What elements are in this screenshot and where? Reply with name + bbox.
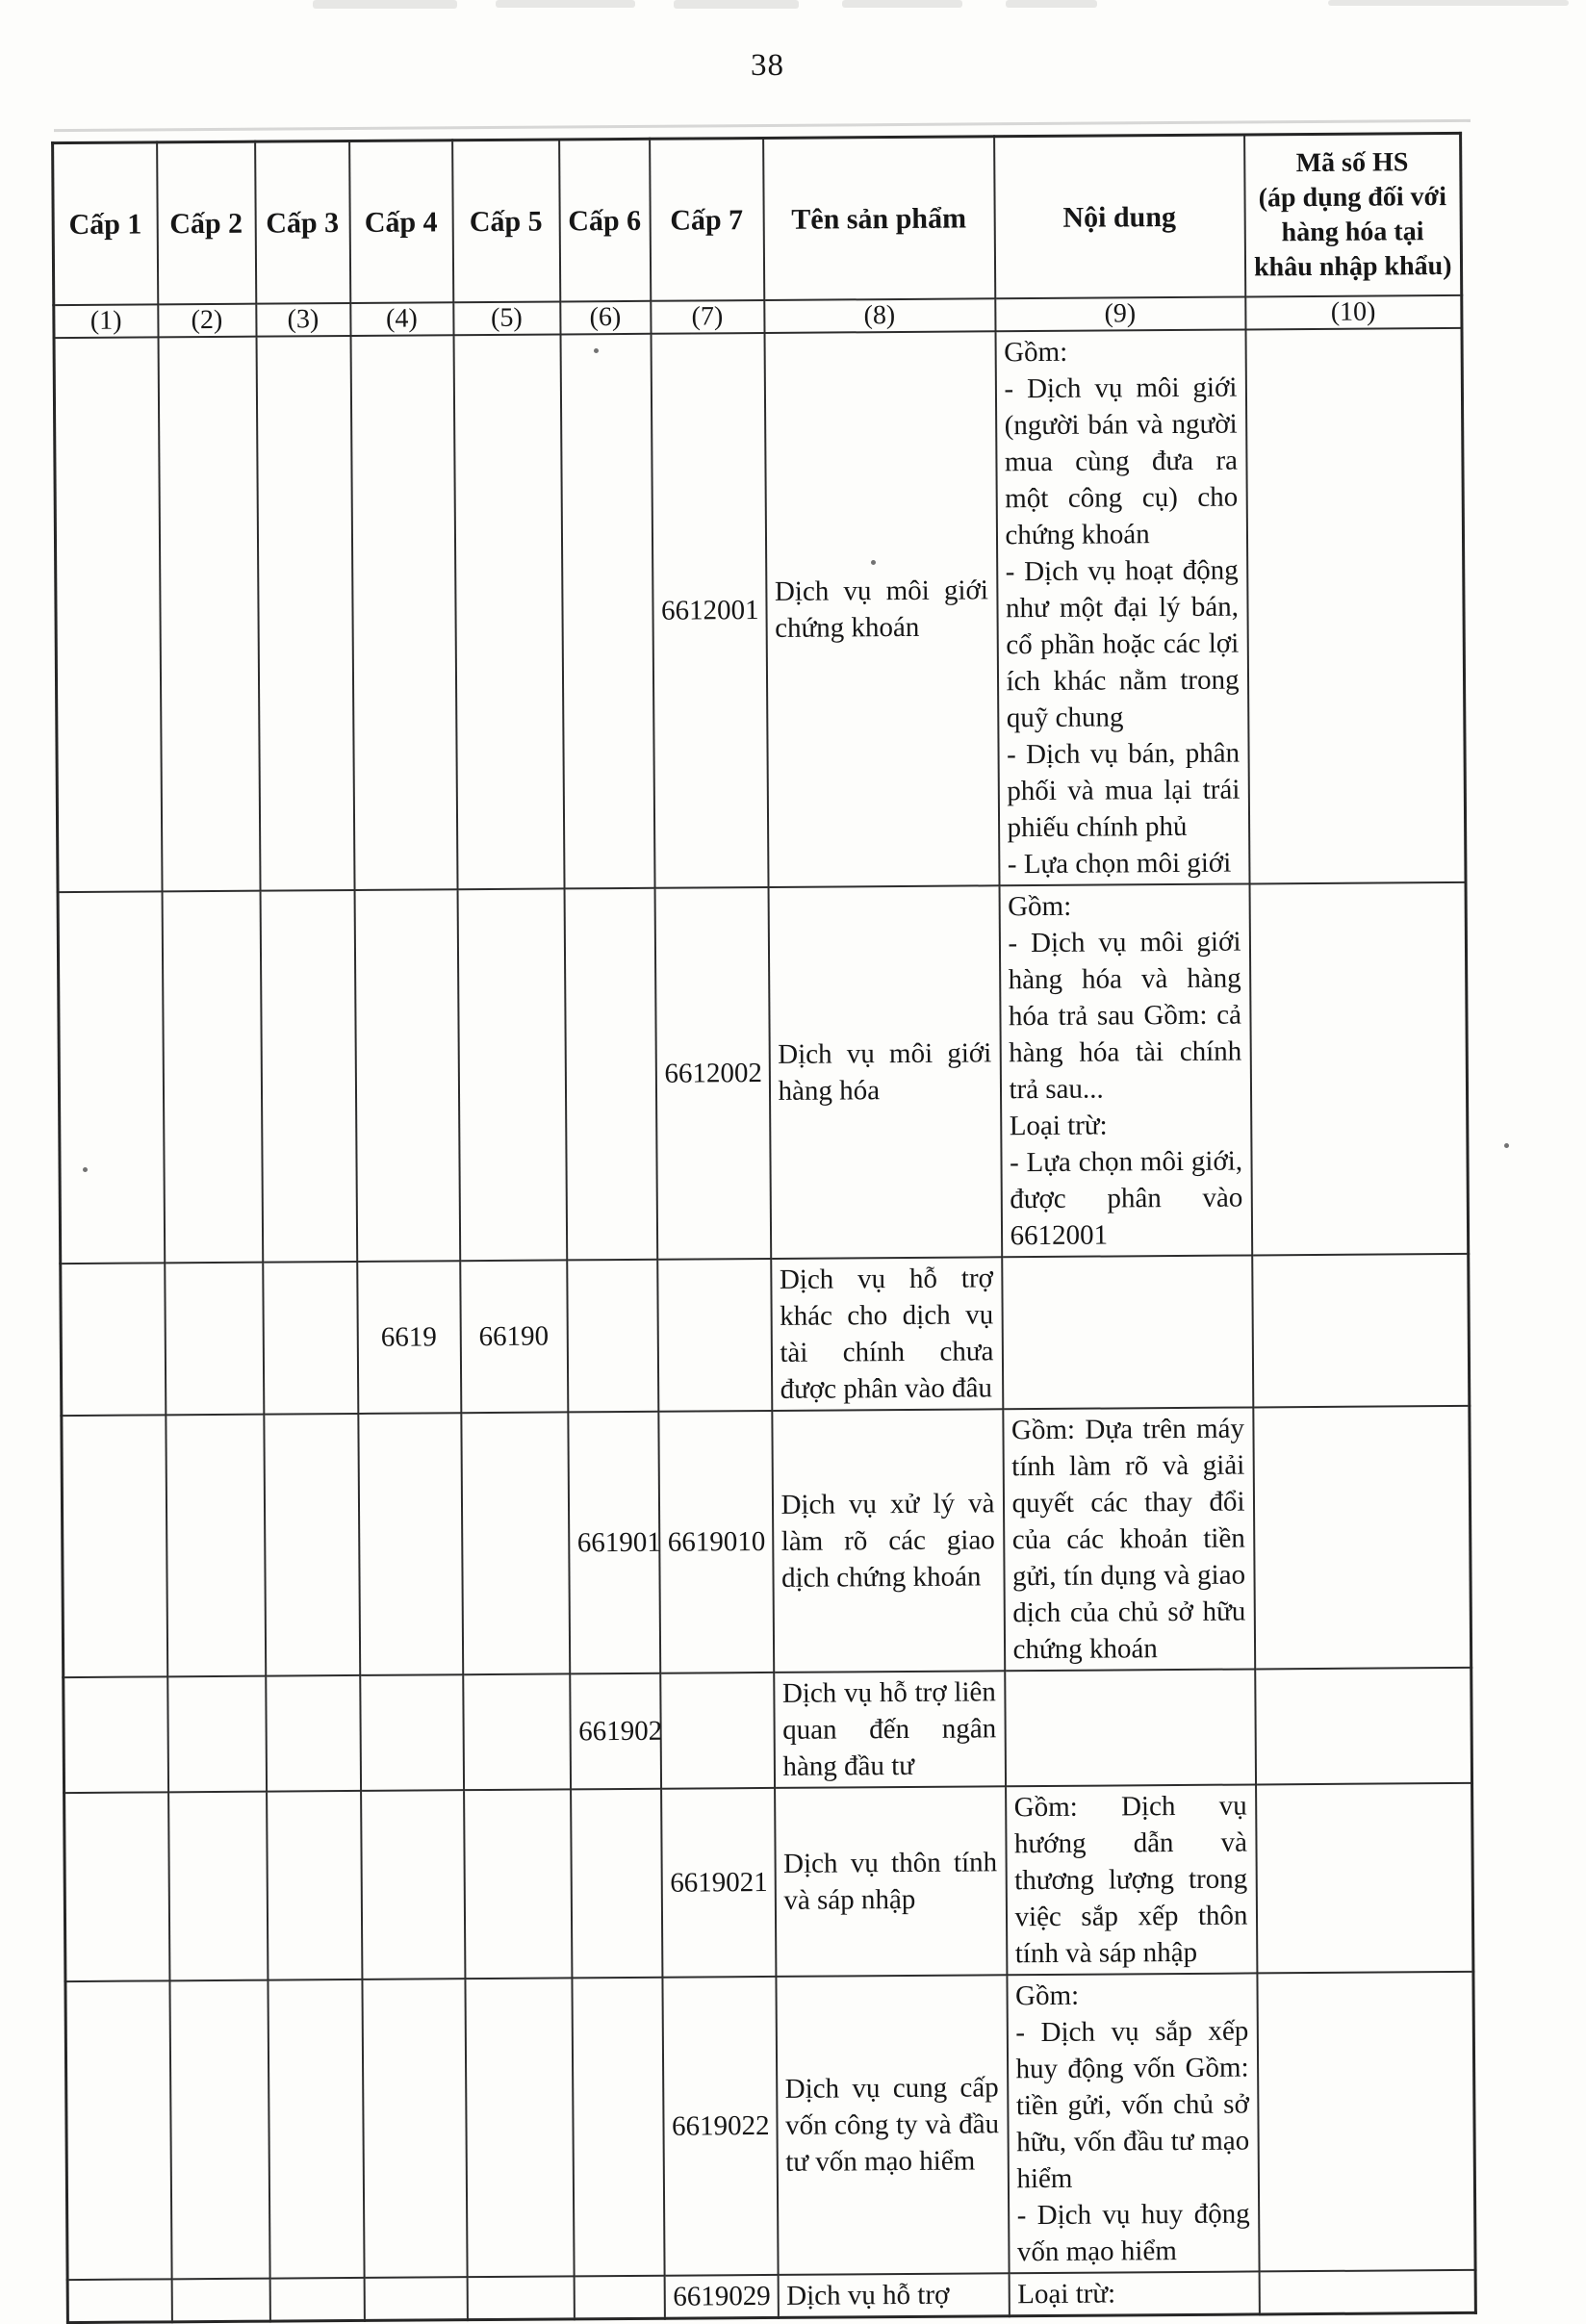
cap2-cell bbox=[165, 1263, 264, 1416]
cap7-cell bbox=[660, 1673, 775, 1789]
cap6-cell bbox=[560, 334, 654, 889]
table-row bbox=[58, 882, 1469, 1264]
cap3-cell bbox=[268, 1979, 364, 2279]
header-cap-5: Cấp 5 bbox=[452, 140, 560, 302]
cap3-cell bbox=[269, 2278, 364, 2321]
cap5-cell bbox=[465, 1978, 574, 2277]
cap5-cell bbox=[463, 1673, 571, 1790]
cap7-cell: 6612002 bbox=[654, 887, 771, 1260]
ten-san-pham-cell: Dịch vụ xử lý và làm rõ các giao dịch chứng khoán bbox=[772, 1409, 1005, 1673]
cap6-cell bbox=[572, 1978, 664, 2277]
header-cap-7: Cấp 7 bbox=[650, 138, 764, 300]
column-number: (9) bbox=[995, 296, 1245, 331]
table-header bbox=[53, 133, 1462, 338]
noi-dung-paragraph: - Lựa chọn môi giới, được phân vào 6612001 bbox=[1009, 1145, 1243, 1252]
column-number: (8) bbox=[764, 298, 995, 333]
scan-artifact bbox=[54, 119, 1471, 132]
table-row bbox=[64, 1668, 1472, 1793]
cap3-cell bbox=[260, 890, 357, 1263]
cap7-cell: 6619029 bbox=[664, 2275, 778, 2318]
noi-dung-cell bbox=[1007, 1973, 1259, 2273]
classification-table-wrap bbox=[51, 132, 1477, 2324]
header-ma-so-hs: Mã số HS (áp dụng đối với hàng hóa tại khâu nhập khẩu) bbox=[1244, 133, 1462, 296]
ma-so-hs-cell bbox=[1245, 328, 1466, 884]
scan-artifact bbox=[1328, 0, 1569, 6]
cap2-cell bbox=[171, 2279, 269, 2322]
cap4-cell bbox=[364, 2277, 467, 2320]
ten-san-pham-cell: Dịch vụ hỗ trợ khác cho dịch vụ tài chính chưa được phân vào đâu bbox=[771, 1257, 1003, 1411]
cap7-cell bbox=[657, 1259, 772, 1412]
cap1-cell bbox=[61, 1263, 166, 1416]
cap5-cell bbox=[467, 2276, 574, 2319]
noi-dung-paragraph: Loại trừ: bbox=[1017, 2278, 1116, 2311]
cap1-cell bbox=[67, 2279, 171, 2322]
cap2-cell bbox=[169, 1980, 269, 2280]
column-number: (7) bbox=[651, 300, 764, 334]
scan-artifact bbox=[496, 0, 635, 8]
ma-so-hs-cell bbox=[1252, 1254, 1470, 1408]
scan-artifact bbox=[313, 0, 457, 9]
column-number: (6) bbox=[560, 301, 651, 335]
ma-so-hs-cell bbox=[1256, 1783, 1473, 1974]
noi-dung-cell bbox=[1002, 1255, 1253, 1409]
header-cap-2: Cấp 2 bbox=[157, 141, 256, 304]
cap2-cell bbox=[162, 891, 263, 1264]
cap4-cell bbox=[362, 1979, 467, 2278]
scan-artifact bbox=[1006, 0, 1097, 8]
cap2-cell bbox=[168, 1792, 268, 1981]
cap6-cell bbox=[564, 888, 657, 1261]
noi-dung-cell bbox=[999, 883, 1252, 1257]
ma-so-hs-cell bbox=[1253, 1406, 1471, 1670]
cap4-cell bbox=[354, 889, 460, 1262]
noi-dung-paragraph: Gồm: bbox=[1014, 1979, 1080, 2012]
scan-artifact bbox=[842, 0, 962, 8]
column-number: (4) bbox=[350, 302, 453, 336]
cap3-cell bbox=[263, 1262, 358, 1415]
ten-san-pham-cell: Dịch vụ hỗ trợ bbox=[778, 2273, 1009, 2317]
noi-dung-cell bbox=[1003, 1407, 1255, 1671]
noi-dung-paragraph: Loại trừ: bbox=[1009, 1110, 1108, 1142]
column-number: (10) bbox=[1245, 295, 1462, 330]
noi-dung-paragraph: - Dịch vụ huy động vốn mạo hiểm bbox=[1016, 2198, 1250, 2268]
noi-dung-cell bbox=[1005, 1669, 1256, 1786]
noi-dung-paragraph: Gồm: bbox=[1004, 336, 1068, 369]
cap6-cell: 661902 bbox=[570, 1673, 661, 1790]
noi-dung-cell bbox=[1006, 1784, 1257, 1975]
cap5-cell bbox=[457, 888, 567, 1261]
ma-so-hs-cell bbox=[1259, 2270, 1475, 2314]
cap4-cell bbox=[361, 1790, 465, 1979]
noi-dung-paragraph: - Lựa chọn môi giới bbox=[1007, 847, 1232, 881]
cap5-cell: 66190 bbox=[460, 1260, 568, 1413]
table-row bbox=[54, 328, 1466, 892]
column-number: (5) bbox=[453, 301, 560, 335]
cap5-cell bbox=[464, 1789, 572, 1979]
table-row bbox=[65, 1972, 1475, 2280]
cap1-cell bbox=[64, 1792, 169, 1981]
cap3-cell bbox=[266, 1675, 361, 1792]
cap6-cell: 661901 bbox=[568, 1412, 660, 1674]
cap3-cell bbox=[267, 1791, 362, 1980]
header-row bbox=[53, 133, 1462, 305]
noi-dung-paragraph: Gồm: bbox=[1008, 890, 1072, 923]
noi-dung-paragraph: Gồm: Dịch vụ hướng dẫn và thương lượng trong việc sắp xếp thôn tính và sáp nhập bbox=[1013, 1790, 1248, 1970]
ten-san-pham-cell: Dịch vụ cung cấp vốn công ty và đầu tư vốn mạo hiểm bbox=[776, 1975, 1009, 2275]
ten-san-pham-cell: Dịch vụ hỗ trợ liên quan đến ngân hàng đầu tư bbox=[774, 1671, 1006, 1788]
table-row bbox=[67, 2270, 1475, 2323]
cap3-cell bbox=[264, 1414, 360, 1676]
cap2-cell bbox=[166, 1415, 266, 1677]
noi-dung-paragraph: - Dịch vụ hoạt động như một đại lý bán, cổ phần hoặc các lợi ích khác nằm trong quỹ chung bbox=[1005, 554, 1240, 734]
cap6-cell bbox=[571, 1789, 662, 1979]
cap1-cell bbox=[64, 1676, 168, 1793]
noi-dung-cell bbox=[995, 329, 1249, 885]
column-number: (3) bbox=[256, 303, 350, 337]
cap7-cell: 6619022 bbox=[662, 1977, 778, 2276]
header-cap-6: Cấp 6 bbox=[559, 139, 651, 301]
ma-so-hs-cell bbox=[1257, 1972, 1475, 2272]
cap7-cell: 6619010 bbox=[658, 1411, 774, 1673]
classification-table bbox=[51, 132, 1477, 2324]
header-cap-1: Cấp 1 bbox=[53, 142, 158, 305]
cap4-cell bbox=[350, 335, 457, 890]
header-cap-3: Cấp 3 bbox=[255, 140, 350, 303]
noi-dung-cell bbox=[1009, 2271, 1259, 2315]
column-number: (1) bbox=[54, 304, 158, 338]
cap2-cell bbox=[158, 337, 260, 892]
cap6-cell bbox=[574, 2276, 664, 2319]
cap6-cell bbox=[567, 1260, 658, 1413]
scan-dot-artifact bbox=[1504, 1143, 1509, 1148]
cap2-cell bbox=[167, 1676, 267, 1793]
cap7-cell: 6612001 bbox=[651, 333, 768, 888]
cap4-cell bbox=[358, 1413, 463, 1675]
cap5-cell bbox=[461, 1412, 570, 1674]
column-number: (2) bbox=[158, 304, 256, 338]
scan-artifact bbox=[674, 0, 799, 9]
cap4-cell: 6619 bbox=[357, 1261, 461, 1414]
cap1-cell bbox=[65, 1980, 171, 2280]
header-ten-san-pham: Tên sản phẩm bbox=[763, 137, 995, 300]
cap7-cell: 6619021 bbox=[661, 1788, 776, 1978]
ten-san-pham-cell: Dịch vụ môi giới hàng hóa bbox=[768, 885, 1002, 1259]
ten-san-pham-cell: Dịch vụ thôn tính và sáp nhập bbox=[775, 1786, 1007, 1977]
table-body bbox=[54, 328, 1475, 2323]
ma-so-hs-cell bbox=[1255, 1668, 1472, 1785]
cap1-cell bbox=[58, 891, 165, 1264]
table-row bbox=[64, 1783, 1473, 1981]
ten-san-pham-cell: Dịch vụ môi giới chứng khoán bbox=[764, 331, 999, 887]
noi-dung-paragraph: - Dịch vụ sắp xếp huy động vốn Gồm: tiền gửi, vốn chủ sở hữu, vốn đầu tư mạo hiểm bbox=[1015, 2015, 1250, 2195]
noi-dung-paragraph: Gồm: Dựa trên máy tính làm rõ và giải quyết các thay đổi của các khoản tiền gửi, tín dụng và giao dịch của chủ sở hữu chứng khoán bbox=[1010, 1413, 1246, 1666]
ma-so-hs-cell bbox=[1249, 882, 1469, 1256]
header-noi-dung: Nội dung bbox=[994, 135, 1245, 298]
table-row bbox=[62, 1406, 1471, 1677]
cap5-cell bbox=[453, 334, 564, 889]
noi-dung-paragraph: - Dịch vụ bán, phân phối và mua lại trái phiếu chính phủ bbox=[1006, 737, 1241, 844]
table-row bbox=[61, 1254, 1470, 1416]
header-cap-4: Cấp 4 bbox=[349, 140, 453, 303]
page-number: 38 bbox=[751, 48, 784, 83]
cap3-cell bbox=[256, 336, 354, 891]
noi-dung-paragraph: - Dịch vụ môi giới (người bán và người mua cùng đưa ra một công cụ) cho chứng khoán bbox=[1004, 371, 1239, 551]
cap4-cell bbox=[360, 1674, 464, 1791]
cap1-cell bbox=[62, 1415, 167, 1677]
cap1-cell bbox=[54, 337, 162, 892]
noi-dung-paragraph: - Dịch vụ môi giới hàng hóa và hàng hóa trả sau Gồm: cả hàng hóa tài chính trả sau... bbox=[1008, 926, 1242, 1106]
